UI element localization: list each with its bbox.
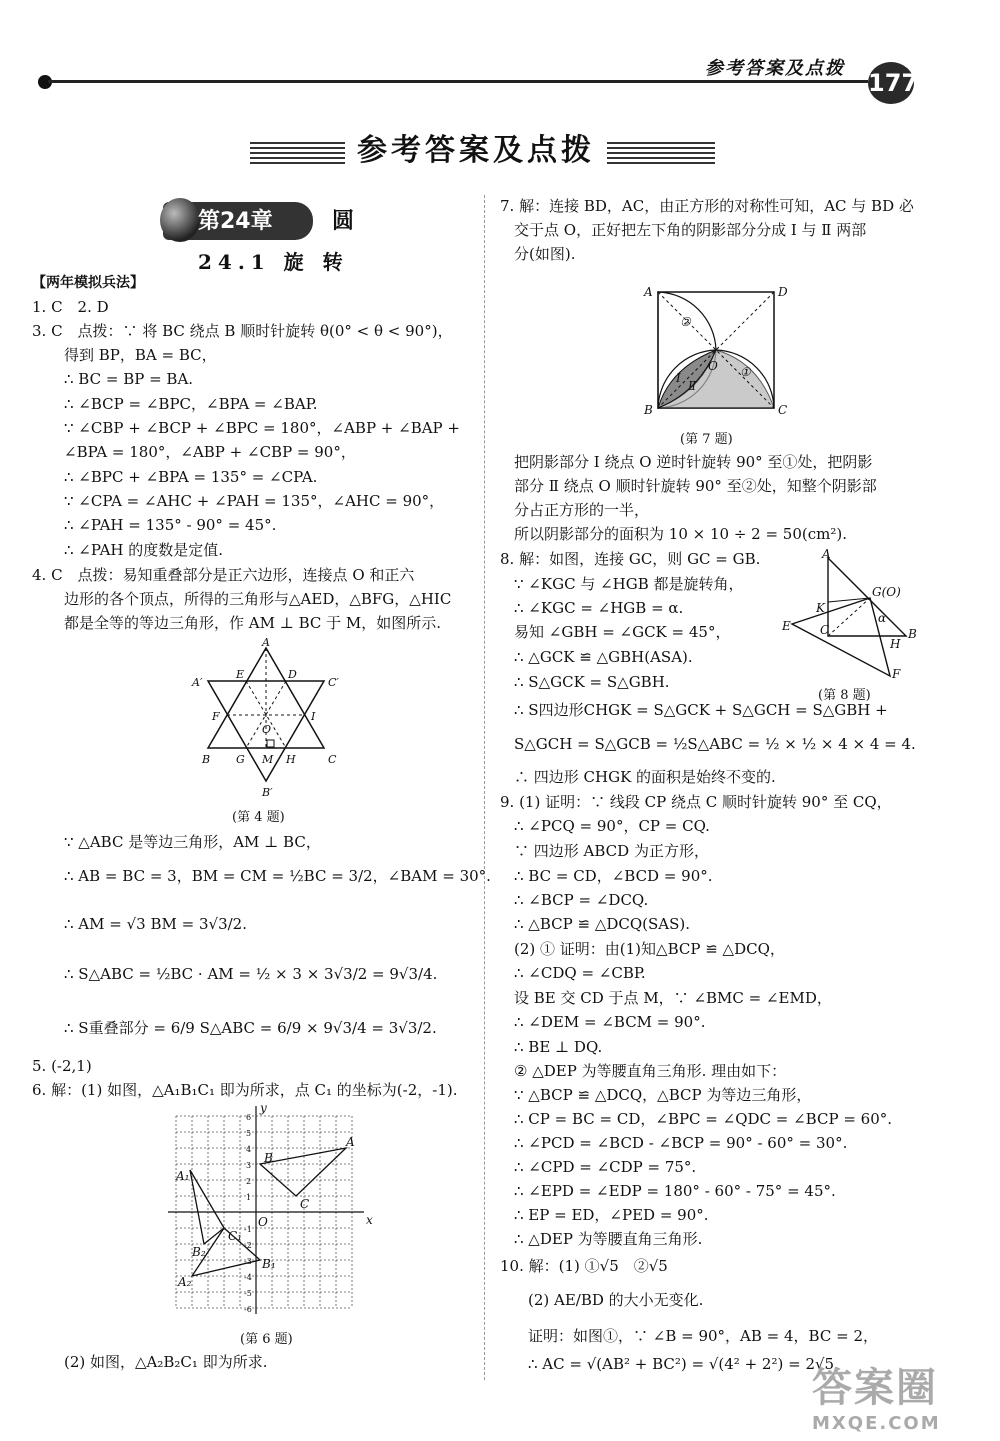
text-line: ∴ EP = ED，∠PED = 90°.: [514, 1206, 709, 1224]
text-line: ∴ △BCP ≌ △DCQ(SAS).: [514, 915, 691, 933]
fig7-label: B: [644, 403, 653, 417]
text-line: ∴ S重叠部分 = 6/9 S△ABC = 6/9 × 9√3/4 = 3√3/2.: [64, 1019, 437, 1037]
text-line: 3. C 点拨：∵ 将 BC 绕点 B 顺时针旋转 θ(0° < θ < 90°)，: [32, 322, 453, 340]
text-line: ∴ S△ABC = ½BC · AM = ½ × 3 × 3√3/2 = 9√3/4.: [64, 965, 438, 983]
fig6-label: C₁: [228, 1229, 242, 1243]
text-line: 5. (-2,1): [32, 1057, 92, 1075]
fig6-tick: -3: [244, 1257, 252, 1266]
chapter-label: 第24章: [198, 209, 273, 234]
text-line: 9. (1) 证明：∵ 线段 CP 绕点 C 顺时针旋转 90° 至 CQ，: [500, 793, 892, 811]
fig6-label: B₂: [192, 1245, 206, 1259]
fig6-label: B: [264, 1151, 273, 1165]
text-line: 边形的各个顶点，所得的三角形与△AED，△BFG，△HIC: [64, 590, 452, 608]
figure-4-hexagram: [188, 638, 358, 803]
fig8-label: B: [908, 627, 917, 641]
text-line: ∴ ∠BCP = ∠DCQ.: [514, 891, 649, 909]
text-line: ∴ △DEP 为等腰直角三角形.: [514, 1230, 703, 1248]
watermark-logo: [812, 1356, 992, 1436]
text-line: 6. 解：(1) 如图，△A₁B₁C₁ 即为所求，点 C₁ 的坐标为(-2，-1).: [32, 1081, 458, 1099]
page-number: 177: [868, 62, 914, 104]
text-line: ∴ S△GCK = S△GBH.: [514, 673, 670, 691]
figure-7-caption: (第 7 题): [680, 432, 733, 447]
fig7-label: ②: [680, 315, 691, 329]
text-line: 1. C 2. D: [32, 298, 109, 316]
text-line: ∴ ∠DEM = ∠BCM = 90°.: [514, 1013, 706, 1031]
banner: [345, 128, 607, 174]
text-line: ∴ ∠PAH = 135° - 90° = 45°.: [64, 516, 277, 534]
fig4-label: H: [286, 753, 296, 766]
text-line: (2) 如图，△A₂B₂C₁ 即为所求.: [64, 1353, 268, 1371]
text-line: ∴ 四边形 CHGK 的面积是始终不变的.: [514, 768, 776, 786]
text-line: ∵ ∠CPA = ∠AHC + ∠PAH = 135°，∠AHC = 90°，: [64, 492, 445, 510]
text-line: 易知 ∠GBH = ∠GCK = 45°，: [514, 623, 731, 641]
fig8-label: α: [878, 611, 887, 625]
text-line: ∴ BE ⊥ DQ.: [514, 1038, 603, 1056]
text-line: 设 BE 交 CD 于点 M，∵ ∠BMC = ∠EMD，: [514, 989, 832, 1007]
figure-6-caption: (第 6 题): [240, 1332, 293, 1347]
text-line: 所以阴影部分的面积为 10 × 10 ÷ 2 = 50(cm²).: [514, 525, 847, 543]
figure-7-square: [640, 282, 790, 422]
fig7-label: A: [644, 285, 653, 299]
text-line: (2) ① 证明：由(1)知△BCP ≌ △DCQ，: [514, 940, 785, 958]
text-line: ∴ ∠CDQ = ∠CBP.: [514, 964, 646, 982]
text-line: 部分 Ⅱ 绕点 O 顺时针旋转 90° 至②处，知整个阴影部: [514, 477, 877, 495]
fig4-label: I: [311, 710, 316, 723]
fig6-tick: 3: [246, 1161, 252, 1170]
text-line: 分占正方形的一半，: [514, 501, 650, 519]
fig6-tick: -6: [244, 1305, 252, 1314]
fig6-label: x: [366, 1213, 373, 1227]
fig4-label: C: [328, 753, 337, 766]
figure-8-caption: (第 8 题): [818, 688, 871, 703]
fig6-tick: -2: [244, 1241, 252, 1250]
text-line: (2) AE/BD 的大小无变化.: [528, 1291, 704, 1309]
text-line: ∴ ∠BPC + ∠BPA = 135° = ∠CPA.: [64, 468, 318, 486]
fig7-label: ①: [740, 365, 751, 379]
text-line: ∵ ∠CBP + ∠BCP + ∠BPC = 180°，∠ABP + ∠BAP +: [64, 419, 460, 437]
header-rule: [48, 80, 868, 83]
fig6-label: A₁: [176, 1169, 190, 1183]
fig6-tick: -5: [244, 1289, 252, 1298]
fig6-tick: 1: [246, 1193, 252, 1202]
fig8-label: H: [890, 637, 901, 651]
text-line: ∴ ∠PCQ = 90°，CP = CQ.: [514, 817, 710, 835]
text-line: ∠BPA = 180°，∠ABP + ∠CBP = 90°，: [64, 443, 356, 461]
chapter-ball-icon: [160, 198, 200, 242]
text-line: ∴ ∠CPD = ∠CDP = 75°.: [514, 1158, 697, 1176]
fig4-label: B: [202, 753, 211, 766]
text-line: ∴ CP = BC = CD，∠BPC = ∠QDC = ∠BCP = 60°.: [514, 1110, 893, 1128]
text-line: ∵ △ABC 是等边三角形，AM ⊥ BC，: [64, 833, 321, 851]
figure-8-triangles: [782, 548, 932, 686]
banner-title: 参考答案及点拨: [357, 133, 595, 168]
column-divider: [484, 195, 486, 1380]
text-line: ∴ BC = BP = BA.: [64, 370, 194, 388]
fig6-tick: -4: [244, 1273, 252, 1282]
fig8-label: E: [782, 619, 791, 633]
fig6-tick: -1: [244, 1225, 252, 1234]
fig7-label: Ⅱ: [688, 379, 697, 393]
fig8-label: G(O): [872, 585, 901, 599]
text-line: ∴ BC = CD，∠BCD = 90°.: [514, 867, 713, 885]
text-line: ∴ △GCK ≌ △GBH(ASA).: [514, 648, 693, 666]
text-line: ∴ ∠PCD = ∠BCD - ∠BCP = 90° - 60° = 30°.: [514, 1134, 848, 1152]
fig7-label: O: [708, 359, 718, 373]
text-line: 分(如图).: [514, 245, 576, 263]
text-line: ∴ ∠EPD = ∠EDP = 180° - 60° - 75° = 45°.: [514, 1182, 836, 1200]
fig6-label: A₂: [178, 1275, 192, 1289]
fig6-label: O: [258, 1215, 268, 1229]
text-line: 证明：如图①，∵ ∠B = 90°，AB = 4，BC = 2，: [528, 1327, 878, 1345]
fig4-label: A′: [192, 676, 203, 689]
fig8-label: F: [892, 667, 901, 681]
fig4-label: E: [236, 668, 245, 681]
text-line: 10. 解：(1) ①√5 ②√5: [500, 1257, 668, 1275]
fig6-label: y: [260, 1101, 267, 1115]
text-line: ∴ AM = √3 BM = 3√3/2.: [64, 915, 247, 933]
fig7-label: D: [778, 285, 788, 299]
text-line: ∴ ∠KGC = ∠HGB = α.: [514, 599, 684, 617]
fig8-label: A: [822, 548, 831, 561]
text-line: ∵ △BCP ≌ △DCQ，△BCP 为等边三角形，: [514, 1086, 812, 1104]
text-line: ∵ 四边形 ABCD 为正方形，: [514, 842, 709, 860]
text-line: S△GCH = S△GCB = ½S△ABC = ½ × ½ × 4 × 4 = 4.: [514, 735, 916, 753]
text-line: 交于点 O，正好把左下角的阴影部分分成 Ⅰ 与 Ⅱ 两部: [514, 221, 867, 239]
text-line: 8. 解：如图，连接 GC，则 GC = GB.: [500, 550, 761, 568]
fig4-label: D: [288, 668, 297, 681]
fig7-label: C: [778, 403, 788, 417]
fig4-label: F: [212, 710, 220, 723]
fig6-label: C: [300, 1197, 310, 1211]
fig6-label: B₁: [262, 1257, 276, 1271]
section-tag: 【两年模拟兵法】: [32, 275, 144, 291]
fig8-label: C: [820, 623, 830, 637]
chapter-name: 圆: [332, 208, 355, 234]
fig4-label: M: [262, 753, 274, 766]
fig6-label: A: [346, 1135, 355, 1149]
fig4-label: O: [262, 723, 272, 736]
running-header: 参考答案及点拨: [705, 58, 845, 79]
fig7-label: Ⅰ: [676, 371, 681, 385]
fig4-label: G: [236, 753, 245, 766]
text-line: ∴ S四边形CHGK = S△GCK + S△GCH = S△GBH +: [514, 701, 888, 719]
text-line: ∴ AC = √(AB² + BC²) = √(4² + 2²) = 2√5.: [528, 1355, 839, 1373]
fig4-label: C′: [328, 676, 339, 689]
fig6-tick: 5: [246, 1129, 252, 1138]
text-line: 得到 BP，BA = BC，: [64, 346, 217, 364]
text-line: 7. 解：连接 BD，AC，由正方形的对称性可知，AC 与 BD 必: [500, 197, 914, 215]
watermark-top: 答案圈: [812, 1365, 938, 1411]
fig8-label: K: [816, 601, 825, 615]
text-line: ∴ AB = BC = 3，BM = CM = ½BC = 3/2，∠BAM = 30°.: [64, 867, 491, 885]
text-line: 都是全等的等边三角形，作 AM ⊥ BC 于 M，如图所示.: [64, 614, 442, 632]
section-title: 24.1 旋 转: [198, 250, 349, 274]
text-line: ∴ ∠PAH 的度数是定值.: [64, 541, 224, 559]
figure-6-coordinate-grid: [160, 1100, 380, 1320]
text-line: ∴ ∠BCP = ∠BPC，∠BPA = ∠BAP.: [64, 395, 318, 413]
fig6-tick: 6: [246, 1113, 252, 1122]
text-line: ∵ ∠KGC 与 ∠HGB 都是旋转角，: [514, 575, 744, 593]
watermark-bottom: MXQE.COM: [812, 1413, 941, 1434]
text-line: ② △DEP 为等腰直角三角形. 理由如下：: [514, 1062, 787, 1080]
fig6-tick: 2: [246, 1177, 252, 1186]
fig6-tick: 4: [246, 1145, 252, 1154]
figure-4-caption: (第 4 题): [232, 810, 285, 825]
text-line: 把阴影部分 Ⅰ 绕点 O 逆时针旋转 90° 至①处，把阴影: [514, 453, 873, 471]
text-line: 4. C 点拨：易知重叠部分是正六边形，连接点 O 和正六: [32, 566, 415, 584]
fig4-label: A: [262, 638, 270, 649]
fig4-label: B′: [262, 786, 273, 799]
